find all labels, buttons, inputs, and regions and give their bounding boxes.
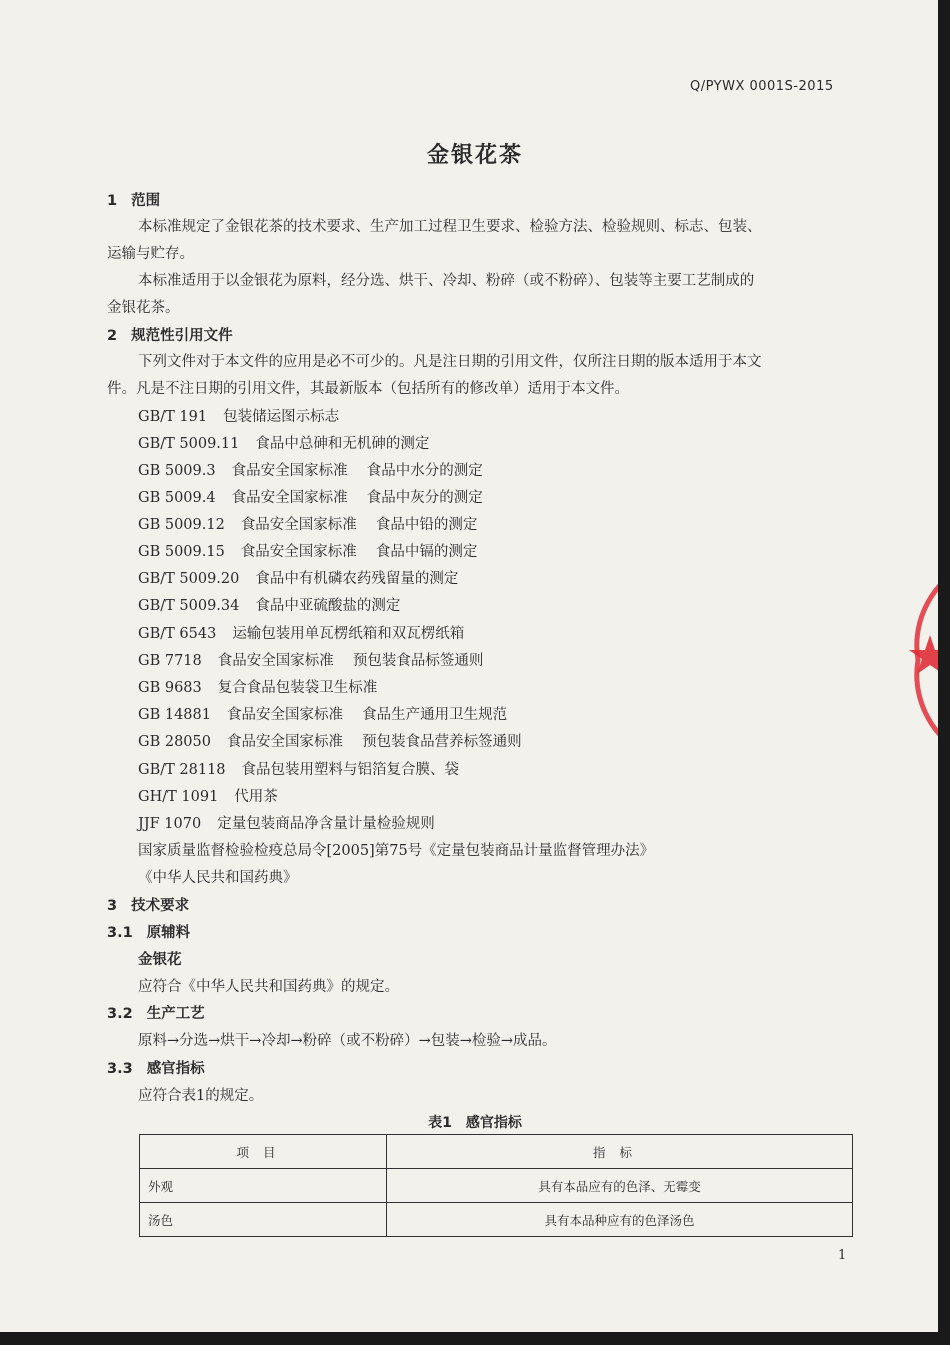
document-title: 金银花茶: [426, 143, 523, 168]
reference-code: JJF 1070: [138, 816, 202, 832]
reference-item: [138, 678, 377, 698]
table-header-row: [140, 1135, 853, 1169]
material-subheading: 金银花: [138, 952, 182, 968]
reference-code: GB 28050: [138, 734, 211, 750]
reference-item: [138, 461, 483, 481]
paragraph-line: 本标准规定了金银花茶的技术要求、生产加工过程卫生要求、检验方法、检验规则、标志、包装、: [138, 219, 762, 235]
paragraph-line: 运输与贮存。: [107, 246, 194, 262]
subsection-3-1-heading: [107, 923, 190, 943]
section-title: 范围: [131, 193, 161, 209]
subsection-3-3-heading: [107, 1059, 205, 1079]
reference-code: GB 5009.12: [138, 517, 225, 533]
scan-border-right: [938, 0, 950, 1345]
reference-item: [138, 407, 339, 427]
reference-code: GB 5009.15: [138, 544, 225, 560]
section-number: 1: [107, 193, 118, 209]
reference-item: [138, 787, 278, 807]
reference-code: GB 14881: [138, 707, 211, 723]
reference-item: [138, 596, 400, 616]
table-cell-item: 外观: [140, 1169, 387, 1203]
reference-item: [138, 732, 522, 752]
reference-item: [138, 814, 435, 834]
subsection-title: 感官指标: [146, 1061, 205, 1077]
reference-code: GB/T 5009.34: [138, 598, 240, 614]
section-number: 3: [107, 898, 118, 914]
page-number: 1: [838, 1248, 847, 1263]
reference-name: 食品安全国家标准 食品中铅的测定: [240, 517, 478, 533]
reference-name: 食品中亚硫酸盐的测定: [255, 598, 401, 614]
reference-code: GB 9683: [138, 680, 202, 696]
reference-code: GB/T 5009.11: [138, 436, 240, 452]
subsection-3-2-heading: [107, 1004, 205, 1024]
paragraph-line: 件。凡是不注日期的引用文件，其最新版本（包括所有的修改单）适用于本文件。: [107, 381, 629, 397]
section-title: 规范性引用文件: [131, 328, 233, 344]
paragraph-line: 金银花茶。: [107, 300, 180, 316]
paragraph-line: 应符合《中华人民共和国药典》的规定。: [138, 979, 399, 995]
subsection-number: 3.3: [107, 1061, 133, 1077]
section-1-heading: [107, 191, 160, 211]
reference-code: GB 7718: [138, 653, 202, 669]
subsection-title: 原辅料: [146, 925, 191, 941]
section-2-heading: [107, 326, 233, 346]
reference-name: 食品安全国家标准 食品生产通用卫生规范: [226, 707, 508, 723]
table-row: [140, 1169, 853, 1203]
reference-item: [138, 488, 483, 508]
seal-star-icon: [909, 635, 938, 674]
reference-code: GB/T 191: [138, 409, 208, 425]
reference-name: 定量包装商品净含量计量检验规则: [217, 816, 435, 832]
reference-name: 食品中总砷和无机砷的测定: [255, 436, 430, 452]
reference-item: [138, 515, 477, 535]
reference-item: [138, 624, 464, 644]
scan-border-bottom: [0, 1332, 950, 1345]
sensory-table: [139, 1134, 853, 1237]
reference-code: GB 5009.3: [138, 463, 216, 479]
table-caption: 表1 感官指标: [428, 1115, 522, 1131]
subsection-number: 3.2: [107, 1006, 133, 1022]
reference-name: 食品中有机磷农药残留量的测定: [255, 571, 459, 587]
reference-item: [138, 434, 429, 454]
reference-item: [138, 569, 458, 589]
reference-item: [138, 542, 477, 562]
reference-name: 运输包装用单瓦楞纸箱和双瓦楞纸箱: [232, 626, 465, 642]
subsection-title: 生产工艺: [146, 1006, 205, 1022]
reference-name: 食品安全国家标准 食品中镉的测定: [240, 544, 478, 560]
section-title: 技术要求: [131, 898, 190, 914]
section-number: 2: [107, 328, 118, 344]
reference-code: GB/T 6543: [138, 626, 217, 642]
reference-item: [138, 651, 483, 671]
reference-code: GB 5009.4: [138, 490, 216, 506]
table-cell-value: 具有本品应有的色泽、无霉变: [387, 1169, 853, 1203]
reference-item: [138, 705, 507, 725]
official-seal-icon: [898, 560, 938, 760]
reference-name: 代用茶: [234, 789, 278, 805]
reference-item: [138, 760, 459, 780]
reference-name: 食品安全国家标准 食品中灰分的测定: [231, 490, 483, 506]
section-3-heading: [107, 896, 189, 916]
reference-name: 食品安全国家标准 预包装食品营养标签通则: [226, 734, 522, 750]
process-flow: 原料→分选→烘干→冷却→粉碎（或不粉碎）→包装→检验→成品。: [138, 1033, 557, 1049]
reference-name: 食品安全国家标准 预包装食品标签通则: [217, 653, 484, 669]
column-header-item: 项目: [140, 1135, 387, 1169]
paragraph-line: 本标准适用于以金银花为原料，经分选、烘干、冷却、粉碎（或不粉碎）、包装等主要工艺制成的: [138, 273, 755, 289]
column-header-index: 指标: [387, 1135, 853, 1169]
reference-name: 食品安全国家标准 食品中水分的测定: [231, 463, 483, 479]
reference-name: 包装储运图示标志: [223, 409, 340, 425]
reference-name: 食品包装用塑料与铝箔复合膜、袋: [241, 762, 460, 778]
standard-code: Q/PYWX 0001S-2015: [690, 79, 834, 94]
reference-name: 复合食品包装袋卫生标准: [217, 680, 378, 696]
reference-code: GB/T 28118: [138, 762, 226, 778]
subsection-number: 3.1: [107, 925, 133, 941]
table-cell-value: 具有本品种应有的色泽汤色: [387, 1203, 853, 1237]
reference-code: GH/T 1091: [138, 789, 219, 805]
paragraph-line: 应符合表1的规定。: [138, 1088, 264, 1104]
table-cell-item: 汤色: [140, 1203, 387, 1237]
reference-code: GB/T 5009.20: [138, 571, 240, 587]
reference-order: 国家质量监督检验检疫总局令[2005]第75号《定量包装商品计量监督管理办法》: [138, 843, 655, 859]
paragraph-line: 下列文件对于本文件的应用是必不可少的。凡是注日期的引用文件，仅所注日期的版本适用于本文: [138, 354, 762, 370]
table-row: [140, 1203, 853, 1237]
reference-pharmacopoeia: 《中华人民共和国药典》: [138, 870, 298, 886]
